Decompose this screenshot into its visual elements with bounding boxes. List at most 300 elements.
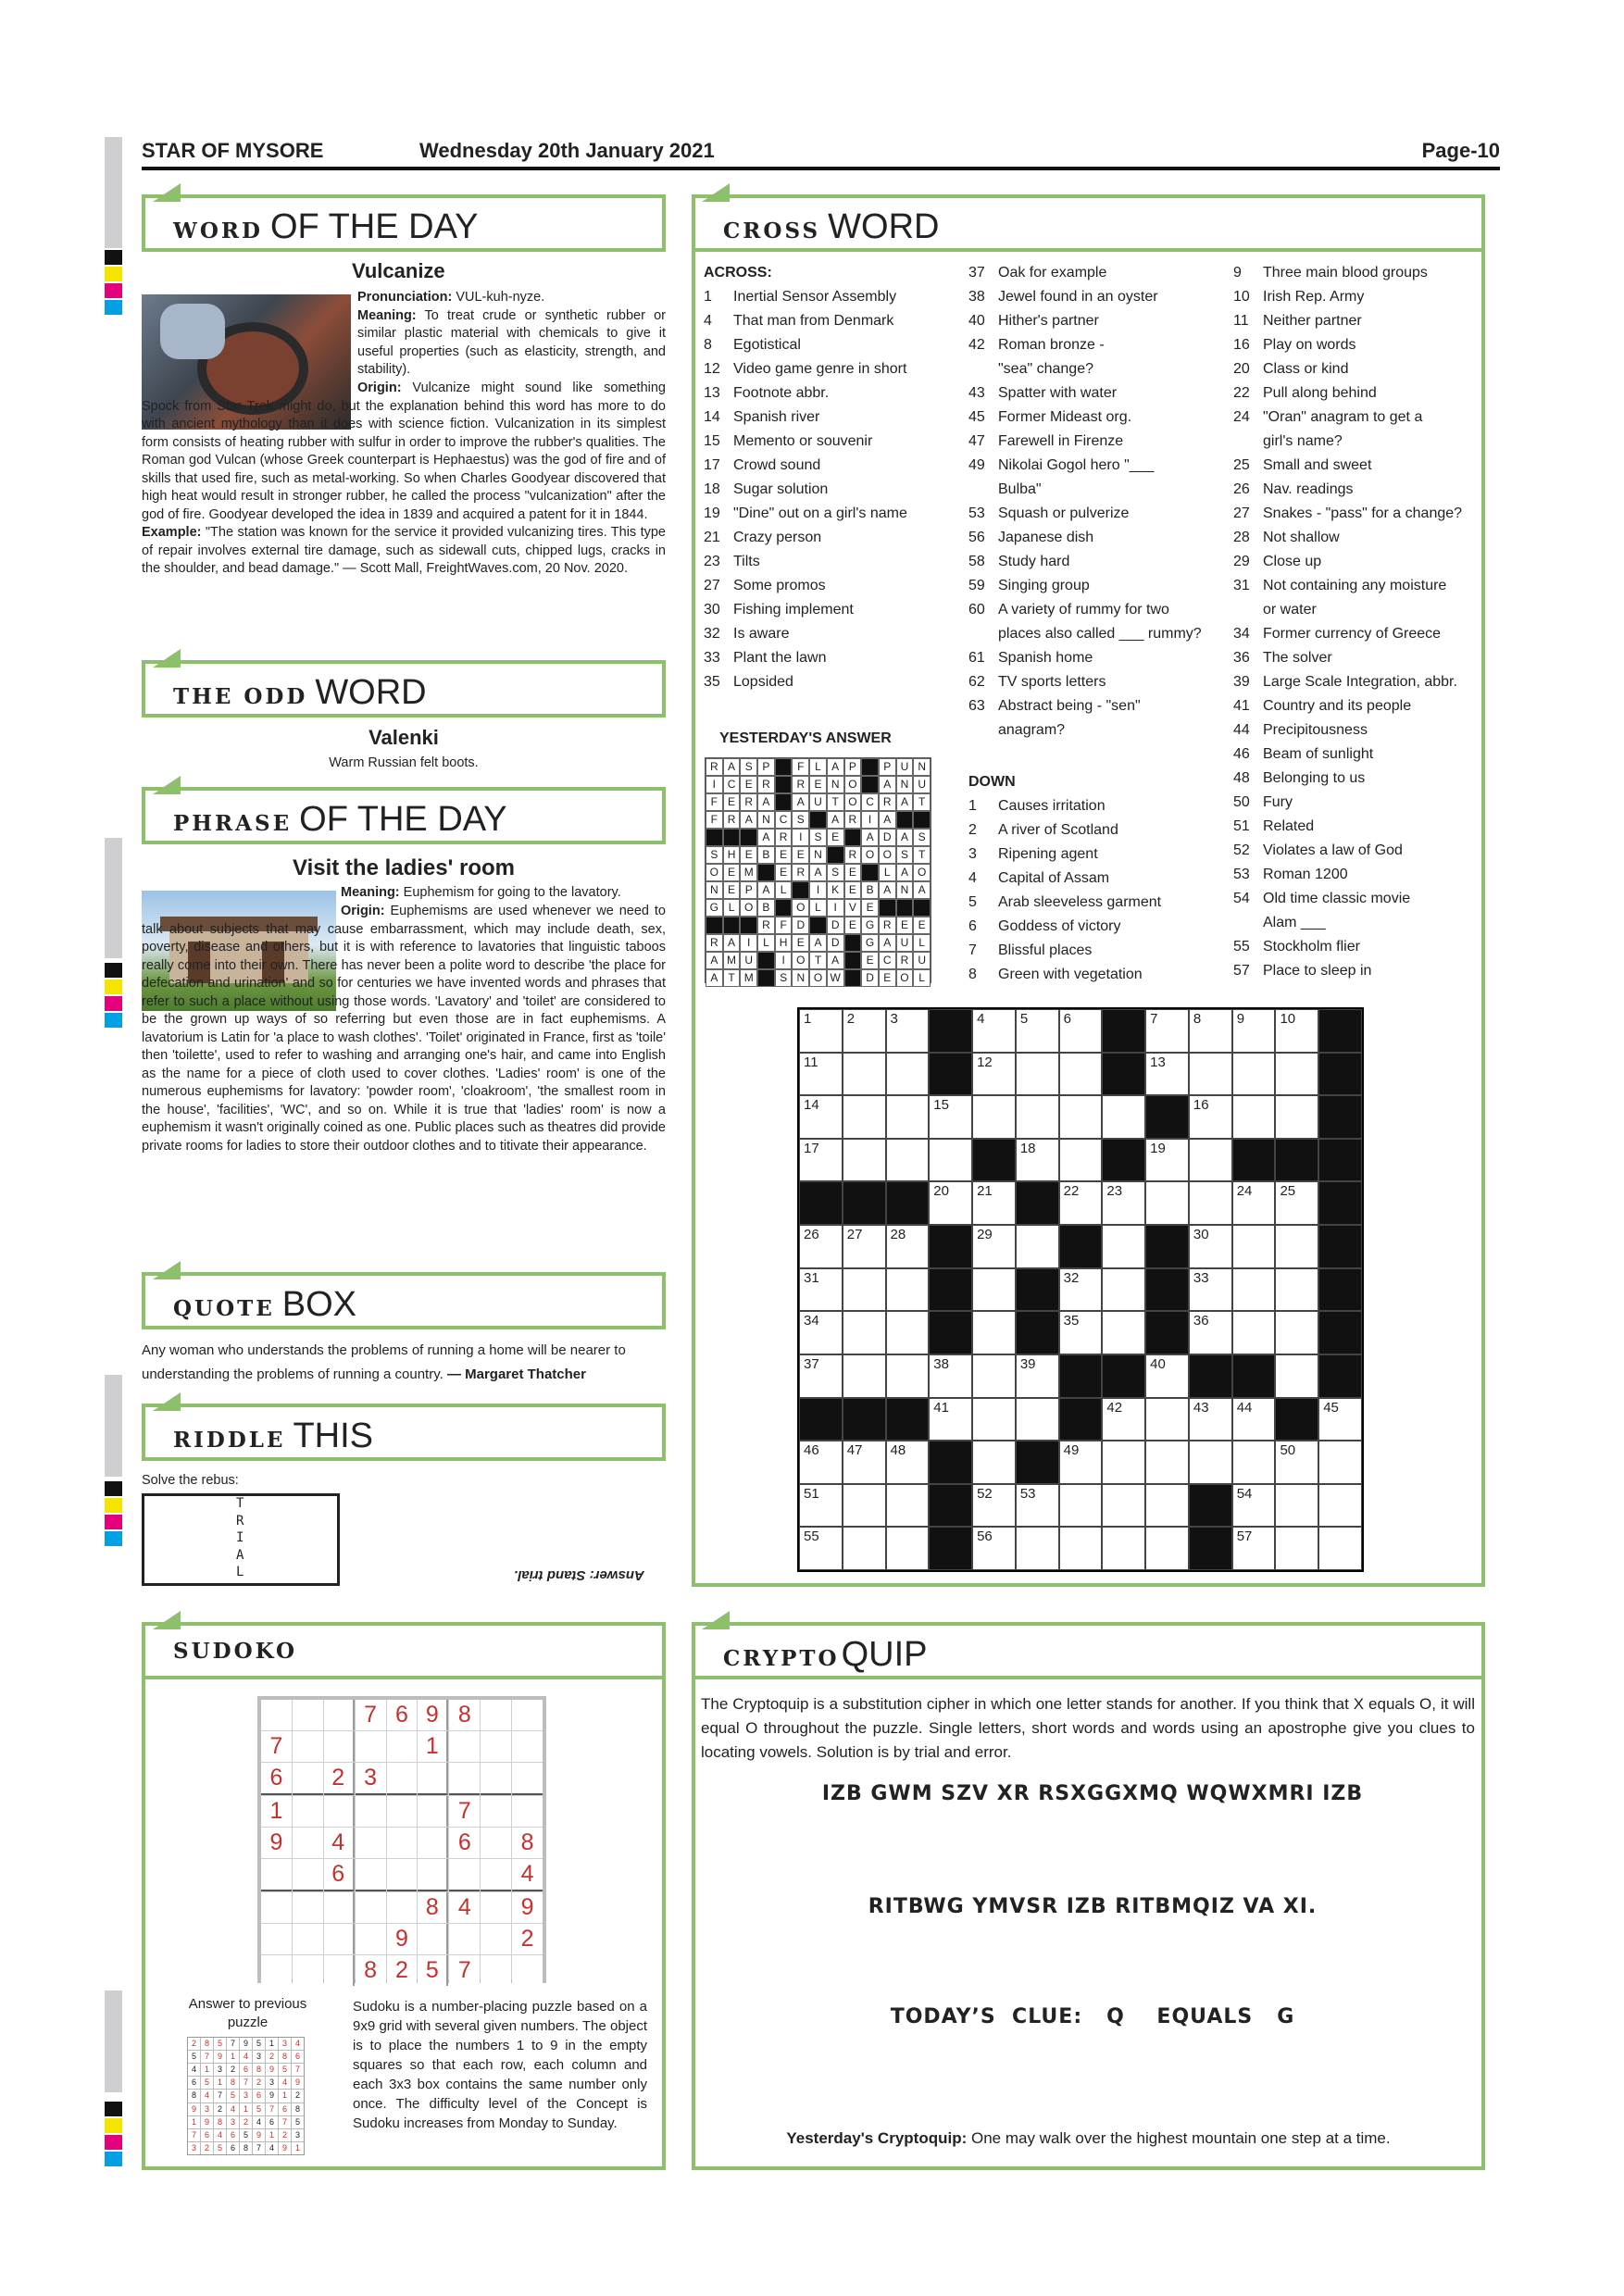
grid-cell[interactable] — [1275, 1009, 1318, 1053]
grid-cell[interactable] — [972, 1311, 1016, 1354]
grid-cell[interactable] — [886, 1311, 930, 1354]
clue-text: Belonging to us — [1263, 770, 1366, 786]
grid-cell[interactable] — [1318, 1441, 1362, 1484]
grid-cell[interactable] — [1059, 1268, 1103, 1312]
sudoku-cell[interactable] — [356, 1859, 386, 1891]
grid-cell[interactable] — [886, 1268, 930, 1312]
black-square — [1016, 1311, 1059, 1354]
answer-cell: N — [896, 776, 914, 793]
sudoku-cell[interactable]: 6 — [449, 1828, 480, 1858]
grid-cell[interactable] — [1016, 1139, 1059, 1182]
grid-cell[interactable] — [1059, 1009, 1103, 1053]
grid-cell[interactable] — [1102, 1225, 1145, 1268]
grid-cell[interactable] — [843, 1009, 886, 1053]
grid-cell[interactable] — [929, 1095, 972, 1139]
grid-cell[interactable] — [1102, 1484, 1145, 1528]
sudoku-cell[interactable]: 4 — [449, 1892, 480, 1923]
sudoku-cell[interactable] — [293, 1700, 323, 1730]
grid-cell[interactable] — [1059, 1441, 1103, 1484]
grid-cell[interactable] — [843, 1354, 886, 1398]
clue-number: 27 — [704, 578, 720, 593]
answer-cell: 5 — [214, 2142, 226, 2154]
grid-cell[interactable] — [929, 1181, 972, 1225]
grid-cell[interactable] — [1059, 1311, 1103, 1354]
clue — [1233, 478, 1462, 502]
clue — [1233, 526, 1462, 550]
grid-cell[interactable] — [972, 1527, 1016, 1570]
clue — [1233, 285, 1462, 309]
clue — [704, 309, 907, 333]
answer-cell: 2 — [188, 2038, 200, 2050]
grid-cell[interactable] — [972, 1053, 1016, 1096]
header-tab — [153, 776, 181, 794]
clue-number: 44 — [1233, 722, 1250, 738]
grid-cell[interactable] — [1145, 1398, 1189, 1441]
grid-cell[interactable] — [1232, 1181, 1276, 1225]
sudoku-cell[interactable]: 2 — [324, 1763, 355, 1795]
grid-cell[interactable] — [972, 1009, 1016, 1053]
title-big: BOX — [281, 1285, 357, 1324]
black-square — [929, 1527, 972, 1570]
grid-cell[interactable] — [972, 1181, 1016, 1225]
grid-cell[interactable] — [1059, 1053, 1103, 1096]
sudoku-cell[interactable] — [481, 1859, 511, 1891]
grid-cell[interactable] — [1275, 1095, 1318, 1139]
grid-cell[interactable] — [843, 1053, 886, 1096]
clue-text: Green with vegetation — [998, 967, 1143, 982]
sudoku-cell[interactable]: 7 — [261, 1731, 292, 1762]
sudoku-cell[interactable] — [356, 1828, 386, 1858]
answer-cell: L — [723, 899, 741, 917]
clue — [1233, 598, 1462, 622]
grid-cell[interactable] — [1189, 1441, 1232, 1484]
sudoku-cell[interactable]: 8 — [512, 1828, 543, 1858]
header-tab — [702, 1611, 730, 1629]
clue-text: Nav. readings — [1263, 481, 1354, 497]
meaning-label: Meaning: — [341, 885, 400, 900]
answer-cell: 5 — [292, 2116, 304, 2128]
grid-cell[interactable] — [972, 1225, 1016, 1268]
sudoku-cell[interactable] — [449, 1731, 480, 1762]
clue-number: 4 — [968, 870, 977, 886]
grid-cell[interactable] — [1145, 1527, 1189, 1570]
clue-text: Sugar solution — [733, 481, 829, 497]
cell-number: 7 — [1150, 1011, 1158, 1027]
grid-cell[interactable] — [929, 1398, 972, 1441]
black-square — [1189, 1484, 1232, 1528]
odd-word: Valenki — [369, 726, 439, 749]
sudoku-cell[interactable] — [324, 1892, 355, 1923]
answer-cell — [775, 758, 793, 776]
answer-cell — [757, 864, 775, 881]
answer-cell: M — [740, 969, 757, 987]
grid-cell[interactable] — [1059, 1527, 1103, 1570]
answer-cell: S — [706, 846, 723, 864]
sudoku-cell[interactable] — [261, 1700, 292, 1730]
clue — [704, 285, 907, 309]
cell-number: 17 — [804, 1140, 819, 1156]
sudoku-cell[interactable] — [293, 1828, 323, 1858]
answer-cell: 8 — [214, 2116, 226, 2128]
sudoku-cell[interactable]: 8 — [418, 1892, 448, 1923]
clue-number: 7 — [968, 942, 977, 958]
clue — [704, 574, 907, 598]
grid-cell[interactable] — [843, 1225, 886, 1268]
sudoku-cell[interactable]: 1 — [418, 1731, 448, 1762]
sudoku-grid[interactable] — [257, 1696, 546, 1983]
example-label: Example: — [142, 525, 202, 540]
answer-cell: A — [723, 934, 741, 952]
sudoku-cell[interactable] — [293, 1796, 323, 1827]
grid-cell[interactable] — [1318, 1527, 1362, 1570]
grid-cell[interactable] — [1145, 1441, 1189, 1484]
grid-cell[interactable] — [972, 1095, 1016, 1139]
grid-cell[interactable] — [1275, 1441, 1318, 1484]
grid-cell[interactable] — [886, 1354, 930, 1398]
clue — [704, 333, 907, 357]
grid-cell[interactable] — [1016, 1354, 1059, 1398]
answer-cell: 1 — [227, 2051, 239, 2063]
grid-cell[interactable] — [1275, 1354, 1318, 1398]
grid-cell[interactable] — [886, 1095, 930, 1139]
sudoku-cell[interactable] — [356, 1796, 386, 1827]
sudoku-cell[interactable] — [261, 1859, 292, 1891]
clue-number: 46 — [1233, 746, 1250, 762]
grid-cell[interactable] — [1145, 1139, 1189, 1182]
sudoku-cell[interactable] — [418, 1828, 448, 1858]
sudoku-cell[interactable] — [293, 1731, 323, 1762]
grid-cell[interactable] — [1232, 1268, 1276, 1312]
grid-cell[interactable] — [1016, 1527, 1059, 1570]
sudoku-cell[interactable] — [481, 1731, 511, 1762]
grid-cell[interactable] — [1059, 1139, 1103, 1182]
grid-cell[interactable] — [799, 1354, 843, 1398]
answer-cell: P — [740, 881, 757, 899]
cell-number: 27 — [846, 1227, 863, 1243]
answer-cell: A — [757, 829, 775, 846]
grid-cell[interactable] — [886, 1527, 930, 1570]
sudoku-cell[interactable]: 7 — [356, 1700, 386, 1730]
sudoku-cell[interactable]: 1 — [261, 1796, 292, 1827]
grid-cell[interactable] — [799, 1009, 843, 1053]
registration-bar — [105, 838, 122, 958]
clue — [968, 526, 1202, 550]
sudoku-cell[interactable]: 6 — [324, 1859, 355, 1891]
answer-cell: 7 — [292, 2064, 304, 2076]
grid-cell[interactable] — [1275, 1527, 1318, 1570]
grid-cell[interactable] — [799, 1053, 843, 1096]
grid-cell[interactable] — [1102, 1527, 1145, 1570]
sudoku-cell[interactable] — [387, 1859, 418, 1891]
grid-cell[interactable] — [1016, 1398, 1059, 1441]
grid-cell[interactable] — [972, 1398, 1016, 1441]
sudoku-cell[interactable] — [449, 1859, 480, 1891]
cell-number: 36 — [1193, 1313, 1209, 1329]
grid-cell[interactable] — [843, 1095, 886, 1139]
sudoku-cell[interactable] — [387, 1892, 418, 1923]
sudoku-cell[interactable] — [512, 1796, 543, 1827]
sudoku-cell[interactable]: 9 — [261, 1828, 292, 1858]
sudoku-cell[interactable] — [512, 1731, 543, 1762]
sudoku-cell[interactable] — [387, 1796, 418, 1827]
grid-cell[interactable] — [886, 1053, 930, 1096]
sudoku-cell[interactable] — [387, 1763, 418, 1795]
grid-cell[interactable] — [843, 1484, 886, 1528]
grid-cell[interactable] — [1189, 1053, 1232, 1096]
grid-cell[interactable] — [1145, 1484, 1189, 1528]
grid-cell[interactable] — [1016, 1009, 1059, 1053]
grid-cell[interactable] — [1016, 1095, 1059, 1139]
clue-number: 62 — [968, 674, 985, 690]
sudoku-cell[interactable] — [512, 1955, 543, 1986]
grid-cell[interactable] — [1102, 1268, 1145, 1312]
grid-cell[interactable] — [1145, 1181, 1189, 1225]
grid-cell[interactable] — [1189, 1311, 1232, 1354]
grid-cell[interactable] — [843, 1268, 886, 1312]
sudoku-cell[interactable] — [512, 1763, 543, 1795]
grid-cell[interactable] — [1189, 1398, 1232, 1441]
clue-text: Crowd sound — [733, 457, 821, 473]
sudoku-cell[interactable] — [324, 1796, 355, 1827]
clue-text: Study hard — [998, 554, 1070, 569]
grid-cell[interactable] — [886, 1225, 930, 1268]
answer-cell — [809, 917, 827, 934]
sudoku-cell[interactable]: 7 — [449, 1955, 480, 1986]
sudoku-cell[interactable] — [293, 1892, 323, 1923]
grid-cell[interactable] — [799, 1095, 843, 1139]
clue-text: Fishing implement — [733, 602, 854, 618]
grid-cell[interactable] — [1232, 1225, 1276, 1268]
answer-cell: E — [723, 881, 741, 899]
grid-cell[interactable] — [929, 1139, 972, 1182]
sudoku-cell[interactable] — [418, 1924, 448, 1954]
grid-cell[interactable] — [886, 1484, 930, 1528]
grid-cell[interactable] — [1189, 1095, 1232, 1139]
grid-cell[interactable] — [843, 1139, 886, 1182]
sudoku-cell[interactable] — [293, 1924, 323, 1954]
grid-cell[interactable] — [929, 1354, 972, 1398]
sudoku-cell[interactable]: 2 — [387, 1955, 418, 1986]
sudoku-cell[interactable] — [324, 1700, 355, 1730]
title-big: OF THE DAY — [269, 207, 479, 246]
sudoku-cell[interactable] — [293, 1955, 323, 1986]
sudoku-cell[interactable] — [418, 1859, 448, 1891]
sudoku-cell[interactable]: 8 — [356, 1955, 386, 1986]
grid-cell[interactable] — [1102, 1441, 1145, 1484]
clue-number: 18 — [704, 481, 720, 497]
grid-cell[interactable] — [1275, 1225, 1318, 1268]
sudoku-cell[interactable]: 2 — [512, 1924, 543, 1954]
answer-cell: N — [809, 846, 827, 864]
clue — [968, 718, 1202, 742]
sudoku-cell[interactable] — [324, 1924, 355, 1954]
grid-cell[interactable] — [1059, 1181, 1103, 1225]
grid-cell[interactable] — [1016, 1053, 1059, 1096]
sudoku-cell[interactable]: 9 — [418, 1700, 448, 1730]
sudoku-cell[interactable] — [481, 1892, 511, 1923]
sudoku-cell[interactable] — [512, 1700, 543, 1730]
crossword-grid[interactable] — [797, 1007, 1364, 1572]
pron-label: Pronunciation: — [357, 290, 453, 305]
sudoku-cell[interactable]: 5 — [418, 1955, 448, 1986]
clue-text: Crazy person — [733, 530, 822, 545]
sudoku-cell[interactable]: 4 — [324, 1828, 355, 1858]
grid-cell[interactable] — [972, 1484, 1016, 1528]
grid-cell[interactable] — [1102, 1181, 1145, 1225]
sudoku-cell[interactable]: 9 — [512, 1892, 543, 1923]
grid-cell[interactable] — [1059, 1095, 1103, 1139]
answer-cell — [861, 758, 879, 776]
sudoku-cell[interactable] — [418, 1796, 448, 1827]
black-square — [1016, 1181, 1059, 1225]
grid-cell[interactable] — [1232, 1095, 1276, 1139]
grid-cell[interactable] — [843, 1527, 886, 1570]
word-of-day-header — [142, 194, 666, 252]
grid-cell[interactable] — [799, 1225, 843, 1268]
sudoku-cell[interactable] — [481, 1955, 511, 1986]
grid-cell[interactable] — [1102, 1311, 1145, 1354]
clue — [968, 261, 1202, 285]
sudoku-cell[interactable] — [261, 1924, 292, 1954]
sudoku-cell[interactable]: 6 — [387, 1700, 418, 1730]
sudoku-cell[interactable] — [387, 1828, 418, 1858]
grid-cell[interactable] — [843, 1441, 886, 1484]
sudoku-cell[interactable] — [387, 1731, 418, 1762]
grid-cell[interactable] — [1016, 1225, 1059, 1268]
grid-cell[interactable] — [799, 1311, 843, 1354]
grid-cell[interactable] — [1189, 1181, 1232, 1225]
clue — [1233, 935, 1462, 959]
grid-cell[interactable] — [1102, 1095, 1145, 1139]
grid-cell[interactable] — [1189, 1139, 1232, 1182]
sudoku-cell[interactable] — [481, 1763, 511, 1795]
sudoku-cell[interactable] — [356, 1892, 386, 1923]
grid-cell[interactable] — [1189, 1268, 1232, 1312]
grid-cell[interactable] — [1318, 1398, 1362, 1441]
title-big: WORD — [315, 673, 427, 712]
clue — [1233, 261, 1462, 285]
sudoku-cell[interactable] — [449, 1924, 480, 1954]
grid-cell[interactable] — [799, 1268, 843, 1312]
grid-cell[interactable] — [1232, 1484, 1276, 1528]
answer-cell: L — [757, 934, 775, 952]
grid-cell[interactable] — [1189, 1009, 1232, 1053]
cell-number: 37 — [804, 1355, 819, 1372]
sudoku-cell[interactable] — [356, 1731, 386, 1762]
answer-cell: E — [844, 881, 862, 899]
answer-cell — [844, 934, 862, 952]
grid-cell[interactable] — [1275, 1181, 1318, 1225]
cell-number: 47 — [846, 1442, 863, 1459]
grid-cell[interactable] — [1275, 1311, 1318, 1354]
sudoku-cell[interactable] — [481, 1924, 511, 1954]
grid-cell[interactable] — [799, 1441, 843, 1484]
grid-cell[interactable] — [1232, 1398, 1276, 1441]
sudoku-cell[interactable]: 6 — [261, 1763, 292, 1795]
sudoku-cell[interactable] — [293, 1763, 323, 1795]
clue-text: Play on words — [1263, 337, 1356, 353]
registration-bar — [105, 1375, 122, 1477]
sudoku-cell[interactable] — [481, 1700, 511, 1730]
grid-cell[interactable] — [1275, 1268, 1318, 1312]
clue-number: 29 — [1233, 554, 1250, 569]
grid-cell[interactable] — [1145, 1354, 1189, 1398]
grid-cell[interactable] — [1275, 1053, 1318, 1096]
grid-cell[interactable] — [972, 1354, 1016, 1398]
sudoku-cell[interactable]: 8 — [449, 1700, 480, 1730]
grid-cell[interactable] — [1016, 1484, 1059, 1528]
sudoku-cell[interactable] — [449, 1763, 480, 1795]
clue — [704, 478, 907, 502]
grid-cell[interactable] — [1318, 1484, 1362, 1528]
grid-cell[interactable] — [799, 1527, 843, 1570]
grid-cell[interactable] — [972, 1268, 1016, 1312]
clue-number: 33 — [704, 650, 720, 666]
sudoku-cell[interactable] — [324, 1955, 355, 1986]
grid-cell[interactable] — [843, 1311, 886, 1354]
cell-number: 53 — [1019, 1485, 1036, 1502]
answer-cell: E — [879, 969, 896, 987]
grid-cell[interactable] — [886, 1009, 930, 1053]
grid-cell[interactable] — [1275, 1484, 1318, 1528]
grid-cell[interactable] — [1059, 1484, 1103, 1528]
answer-cell: 5 — [253, 2103, 265, 2115]
sudoku-cell[interactable]: 7 — [449, 1796, 480, 1827]
clue — [704, 357, 907, 381]
answer-cell: G — [706, 899, 723, 917]
sudoku-cell[interactable]: 4 — [512, 1859, 543, 1891]
grid-cell[interactable] — [1189, 1225, 1232, 1268]
sudoku-cell[interactable]: 9 — [387, 1924, 418, 1954]
grid-cell[interactable] — [1102, 1398, 1145, 1441]
grid-cell[interactable] — [1232, 1527, 1276, 1570]
answer-cell: A — [809, 934, 827, 952]
sudoku-cell[interactable] — [356, 1924, 386, 1954]
clue — [968, 622, 1202, 646]
grid-cell[interactable] — [1145, 1053, 1189, 1096]
answer-cell: F — [775, 917, 793, 934]
clue-text: Farewell in Firenze — [998, 433, 1124, 449]
sudoku-cell[interactable] — [261, 1955, 292, 1986]
grid-cell[interactable] — [886, 1441, 930, 1484]
black-square — [1016, 1268, 1059, 1312]
clue-text: Goddess of victory — [998, 918, 1121, 934]
clue — [968, 454, 1202, 478]
answer-cell: L — [913, 934, 931, 952]
clue-text: Squash or pulverize — [998, 505, 1130, 521]
grid-cell[interactable] — [972, 1441, 1016, 1484]
quote-author: — Margaret Thatcher — [446, 1366, 586, 1382]
grid-cell[interactable] — [799, 1484, 843, 1528]
grid-cell[interactable] — [1232, 1441, 1276, 1484]
sudoku-cell[interactable] — [293, 1859, 323, 1891]
grid-cell[interactable] — [1232, 1311, 1276, 1354]
sudoku-cell[interactable] — [261, 1892, 292, 1923]
grid-cell[interactable] — [1145, 1009, 1189, 1053]
sudoku-cell[interactable] — [481, 1828, 511, 1858]
grid-cell[interactable] — [799, 1139, 843, 1182]
sudoku-cell[interactable] — [418, 1763, 448, 1795]
answer-cell: S — [792, 811, 809, 829]
grid-cell[interactable] — [886, 1139, 930, 1182]
sudoku-cell[interactable] — [324, 1731, 355, 1762]
clue — [1233, 622, 1462, 646]
sudoku-cell[interactable] — [481, 1796, 511, 1827]
sudoku-cell[interactable]: 3 — [356, 1763, 386, 1795]
grid-cell[interactable] — [1232, 1009, 1276, 1053]
grid-cell[interactable] — [1232, 1053, 1276, 1096]
answer-cell: A — [827, 758, 844, 776]
